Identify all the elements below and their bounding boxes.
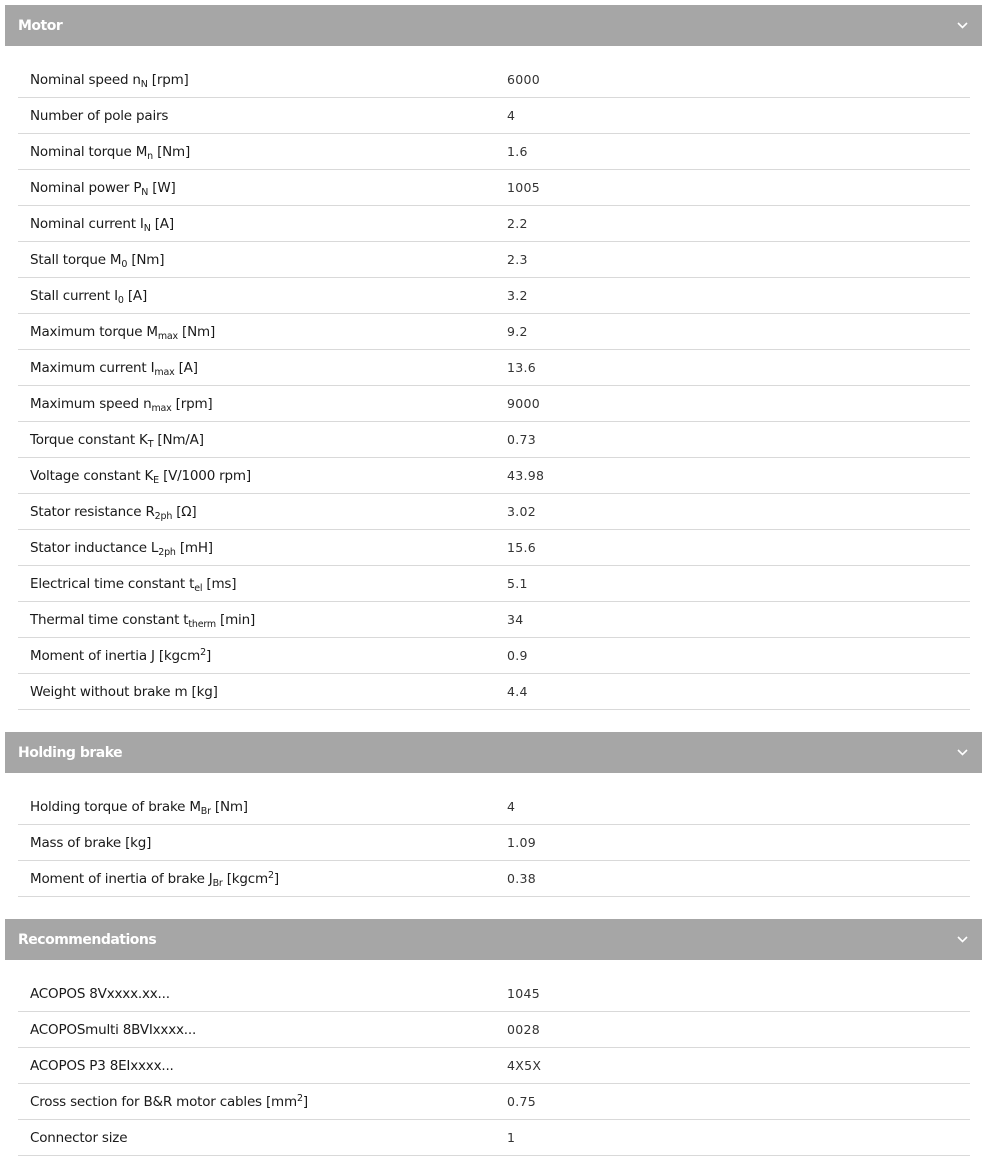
motor-section — [5, 5, 982, 710]
table-row — [18, 62, 970, 98]
row-label: Nominal power $P_N$ [W] — [30, 179, 176, 198]
row-value: 3.02 — [507, 504, 537, 519]
row-label: Stall torque $M_0$ [Nm] — [30, 251, 165, 270]
row-value: 2.2 — [507, 216, 528, 231]
row-label: Nominal current $I_N$ [A] — [30, 215, 174, 234]
row-value: 34 — [507, 612, 524, 627]
row-label: ACOPOS P3 8EIxxxx... — [30, 1057, 174, 1074]
table-row — [18, 1012, 970, 1048]
row-label: Thermal time constant $t_{therm}$ [min] — [30, 611, 256, 630]
row-value: 6000 — [507, 72, 541, 87]
table-row — [18, 134, 970, 170]
row-value: 43.98 — [507, 468, 545, 483]
motor-section-header[interactable] — [5, 5, 982, 46]
row-value: 1.6 — [507, 144, 528, 159]
table-row — [18, 602, 970, 638]
row-label: Maximum torque $M_{max}$ [Nm] — [30, 323, 216, 342]
table-row — [18, 206, 970, 242]
table-row — [18, 350, 970, 386]
row-label: Stator resistance $R_{2ph}$ [Ω] — [30, 503, 197, 522]
holding-brake-section-title: Holding brake — [18, 744, 123, 761]
row-label: Electrical time constant $t_{el}$ [ms] — [30, 575, 237, 594]
row-value: 3.2 — [507, 288, 528, 303]
table-row — [18, 566, 970, 602]
table-row — [18, 674, 970, 710]
row-label: Stall current $I_0$ [A] — [30, 287, 148, 306]
row-label: Moment of inertia J [kgcm$^2$] — [30, 646, 212, 664]
row-value: 0.75 — [507, 1094, 537, 1109]
row-label: Moment of inertia of brake $J_{Br}$ [kgcm$^2$] — [30, 869, 279, 889]
row-value: 0028 — [507, 1022, 541, 1037]
table-row — [18, 530, 970, 566]
row-label: ACOPOSmulti 8BVIxxxx... — [30, 1021, 197, 1038]
row-label: Maximum current $I_{max}$ [A] — [30, 359, 198, 378]
row-label: Holding torque of brake $M_{Br}$ [Nm] — [30, 798, 248, 817]
holding-brake-data-table — [18, 789, 970, 897]
table-row — [18, 242, 970, 278]
row-value: 0.38 — [507, 871, 537, 886]
row-label: Stator inductance $L_{2ph}$ [mH] — [30, 539, 213, 558]
row-value: 5.1 — [507, 576, 528, 591]
row-value: 4 — [507, 108, 516, 123]
table-row — [18, 1120, 970, 1156]
table-row — [18, 789, 970, 825]
table-row — [18, 386, 970, 422]
row-value: 9.2 — [507, 324, 528, 339]
recommendations-section-title: Recommendations — [18, 931, 157, 948]
row-label: Voltage constant $K_E$ [V/1000 rpm] — [30, 467, 251, 486]
chevron-down-icon[interactable] — [955, 19, 969, 33]
row-label: Cross section for B&R motor cables $[mm^2]$ — [30, 1092, 308, 1110]
table-row — [18, 825, 970, 861]
row-label: Number of pole pairs — [30, 107, 169, 124]
table-row — [18, 1048, 970, 1084]
row-value: 1 — [507, 1130, 516, 1145]
row-value: 4.4 — [507, 684, 528, 699]
row-value: 1005 — [507, 180, 541, 195]
table-row — [18, 1084, 970, 1120]
recommendations-data-table — [18, 976, 970, 1156]
row-label: Connector size — [30, 1129, 128, 1146]
holding-brake-section-header[interactable] — [5, 732, 982, 773]
row-label: Torque constant $K_T$ [Nm/A] — [30, 431, 204, 450]
row-value: 4X5X — [507, 1058, 542, 1073]
table-row — [18, 458, 970, 494]
table-row — [18, 314, 970, 350]
table-row — [18, 638, 970, 674]
table-row — [18, 422, 970, 458]
table-row — [18, 976, 970, 1012]
table-row — [18, 278, 970, 314]
recommendations-section — [5, 919, 982, 1156]
recommendations-section-header[interactable] — [5, 919, 982, 960]
chevron-down-icon[interactable] — [955, 933, 969, 947]
motor-data-table — [18, 62, 970, 710]
row-value: 4 — [507, 799, 516, 814]
table-row — [18, 98, 970, 134]
chevron-down-icon[interactable] — [955, 746, 969, 760]
table-row — [18, 494, 970, 530]
motor-section-title: Motor — [18, 17, 63, 34]
row-label: ACOPOS 8Vxxxx.xx... — [30, 985, 170, 1002]
row-label: Maximum speed $n_{max}$ [rpm] — [30, 395, 213, 414]
table-row — [18, 170, 970, 206]
row-value: 1.09 — [507, 835, 537, 850]
holding-brake-section — [5, 732, 982, 897]
row-value: 15.6 — [507, 540, 537, 555]
row-value: 1045 — [507, 986, 541, 1001]
row-label: Nominal torque $M_n$ [Nm] — [30, 143, 191, 162]
row-value: 0.73 — [507, 432, 537, 447]
row-label: Weight without brake m [kg] — [30, 683, 218, 700]
row-label: Mass of brake [kg] — [30, 834, 152, 851]
row-value: 9000 — [507, 396, 541, 411]
row-label: Nominal speed $n_N$ [rpm] — [30, 71, 189, 90]
table-row — [18, 861, 970, 897]
row-value: 0.9 — [507, 648, 528, 663]
row-value: 2.3 — [507, 252, 528, 267]
row-value: 13.6 — [507, 360, 537, 375]
